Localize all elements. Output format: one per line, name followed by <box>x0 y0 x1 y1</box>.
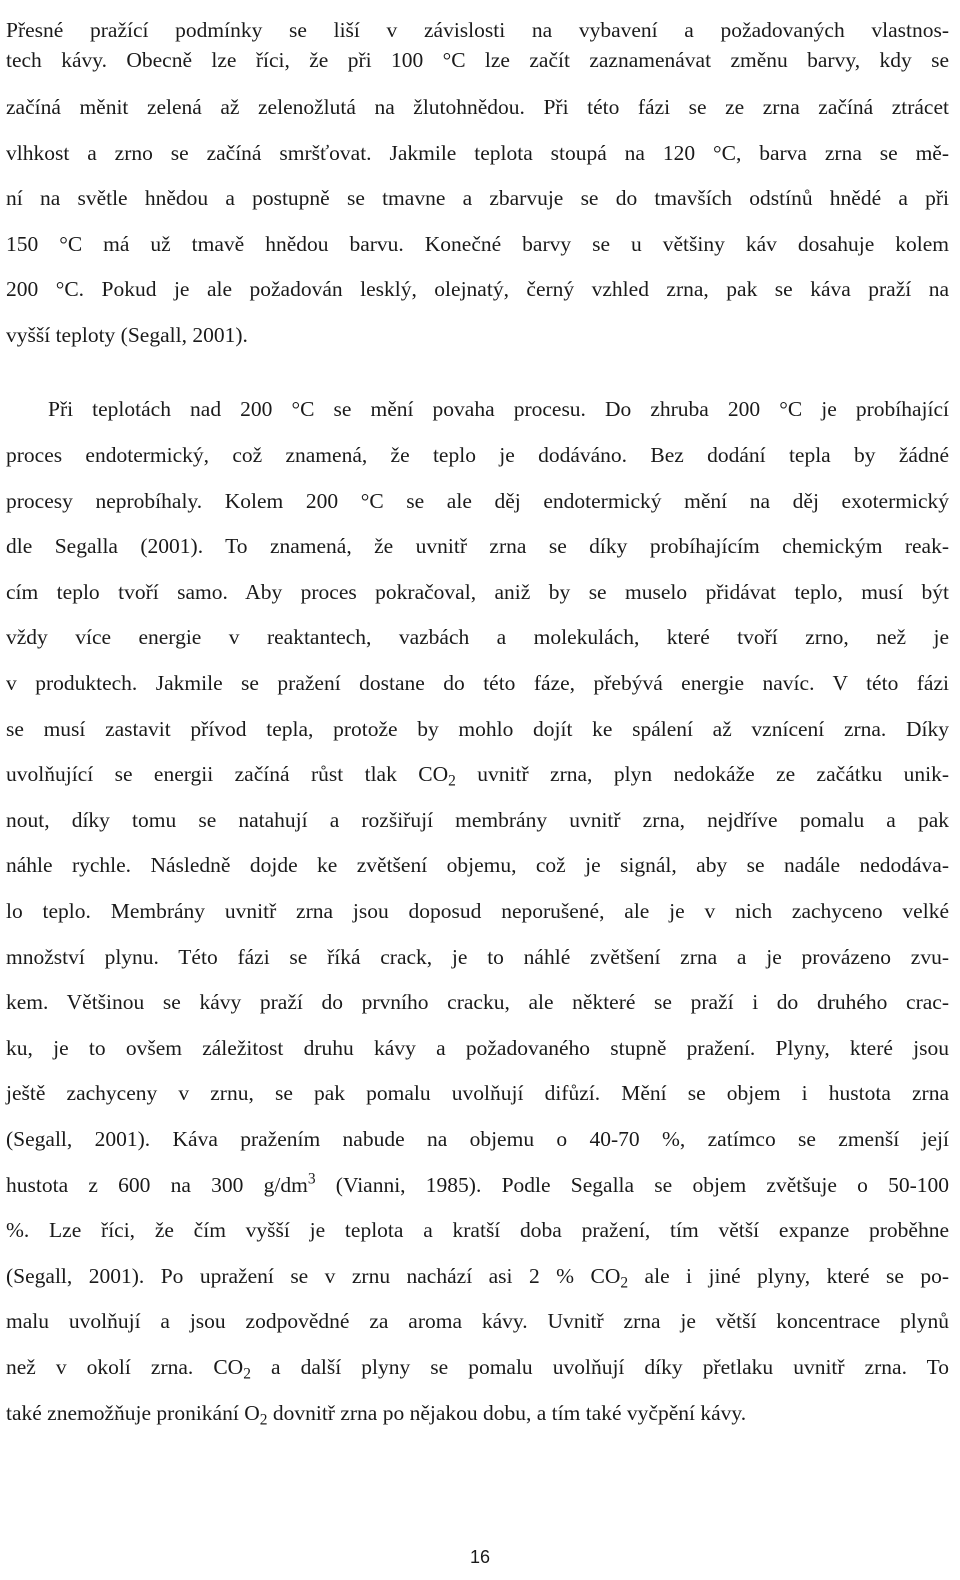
subscript: 2 <box>243 1365 251 1383</box>
text-line: náhle rychle. Následně dojde ke zvětšení objemu, což je signál, aby se nadále nedodáva- <box>6 853 949 877</box>
text-line: vždy více energie v reaktantech, vazbách a molekulách, které tvoří zrno, než je <box>6 625 949 649</box>
text-line: 150 °C má už tmavě hnědou barvu. Konečné barvy se u většiny káv dosahuje kolem <box>6 232 949 256</box>
superscript: 3 <box>307 1170 316 1188</box>
text-line: Při teplotách nad 200 °C se mění povaha procesu. Do zhruba 200 °C je probíhající <box>48 397 949 421</box>
text-line: začíná měnit zelená až zelenožlutá na žlutohnědou. Při této fázi se ze zrna začíná ztrácet <box>6 95 949 119</box>
text-line: dle Segalla (2001). To znamená, že uvnitř zrna se díky probíhajícím chemickým reak- <box>6 534 949 558</box>
text-line: Přesné pražící podmínky se liší v závislosti na vybavení a požadovaných vlastnos- <box>6 18 949 42</box>
text-line: lo teplo. Membrány uvnitř zrna jsou doposud neporušené, ale je v nich zachyceno velké <box>6 899 949 923</box>
text-segment: dovnitř zrna po nějakou dobu, a tím také vyčpění kávy. <box>267 1401 747 1425</box>
page-number: 16 <box>469 1547 491 1567</box>
text-segment: také znemožňuje pronikání O <box>6 1401 260 1425</box>
text-line: ní na světle hnědou a postupně se tmavne a zbarvuje se do tmavších odstínů hnědé a při <box>6 186 949 210</box>
text-line: tech kávy. Obecně lze říci, že při 100 °C lze začít zaznamenávat změnu barvy, kdy se <box>6 48 949 72</box>
text-line <box>6 759 949 789</box>
text-line <box>6 1170 949 1200</box>
text-segment: uvnitř zrna, plyn nedokáže ze začátku unik- <box>455 762 950 786</box>
text-line: (Segall, 2001). Káva pražením nabude na objemu o 40-70 %, zatímco se zmenší její <box>6 1127 949 1151</box>
text-line: vyšší teploty (Segall, 2001). <box>6 323 248 347</box>
text-line: proces endotermický, což znamená, že teplo je dodáváno. Bez dodání tepla by žádné <box>6 443 949 467</box>
text-line: 200 °C. Pokud je ale požadován lesklý, olejnatý, černý vzhled zrna, pak se káva praží na <box>6 277 949 301</box>
text-line: ještě zachyceny v zrnu, se pak pomalu uvolňují difůzí. Mění se objem i hustota zrna <box>6 1081 949 1105</box>
text-line: cím teplo tvoří samo. Aby proces pokračoval, aniž by se muselo přidávat teplo, musí být <box>6 580 949 604</box>
text-segment: ale i jiné plyny, které se po- <box>628 1264 950 1288</box>
text-line: procesy neprobíhaly. Kolem 200 °C se ale děj endotermický mění na děj exotermický <box>6 489 949 513</box>
subscript: 2 <box>259 1411 268 1429</box>
text-segment: než v okolí zrna. CO <box>6 1355 244 1379</box>
text-segment: a další plyny se pomalu uvolňují díky přetlaku uvnitř zrna. To <box>250 1355 949 1379</box>
text-line: se musí zastavit přívod tepla, protože by mohlo dojít ke spálení až vznícení zrna. Díky <box>6 717 949 741</box>
text-segment: (Segall, 2001). Po upražení se v zrnu nachází asi 2 % CO <box>6 1264 621 1288</box>
subscript: 2 <box>448 772 456 790</box>
text-line <box>6 1352 949 1382</box>
text-segment: (Vianni, 1985). Podle Segalla se objem zvětšuje o 50-100 <box>315 1173 949 1197</box>
text-line: množství plynu. Této fázi se říká crack, je to náhlé zvětšení zrna a je provázeno zvu- <box>6 945 949 969</box>
text-line: v produktech. Jakmile se pražení dostane do této fáze, přebývá energie navíc. V této fázi <box>6 671 949 695</box>
text-segment: uvolňující se energii začíná růst tlak CO <box>6 762 449 786</box>
text-line: malu uvolňují a jsou zodpovědné za aroma kávy. Uvnitř zrna je větší koncentrace plynů <box>6 1309 949 1333</box>
text-line: ku, je to ovšem záležitost druhu kávy a požadovaného stupně pražení. Plyny, které jsou <box>6 1036 949 1060</box>
text-line: vlhkost a zrno se začíná smršťovat. Jakmile teplota stoupá na 120 °C, barva zrna se mě- <box>6 141 949 165</box>
text-line <box>6 1398 949 1428</box>
text-line: nout, díky tomu se natahují a rozšiřují membrány uvnitř zrna, nejdříve pomalu a pak <box>6 808 949 832</box>
subscript: 2 <box>620 1274 629 1292</box>
text-segment: hustota z 600 na 300 g/dm <box>6 1173 308 1197</box>
text-line: %. Lze říci, že čím vyšší je teplota a kratší doba pražení, tím větší expanze proběhne <box>6 1218 949 1242</box>
text-line <box>6 1261 949 1291</box>
text-line: kem. Většinou se kávy praží do prvního cracku, ale některé se praží i do druhého crac- <box>6 990 949 1014</box>
